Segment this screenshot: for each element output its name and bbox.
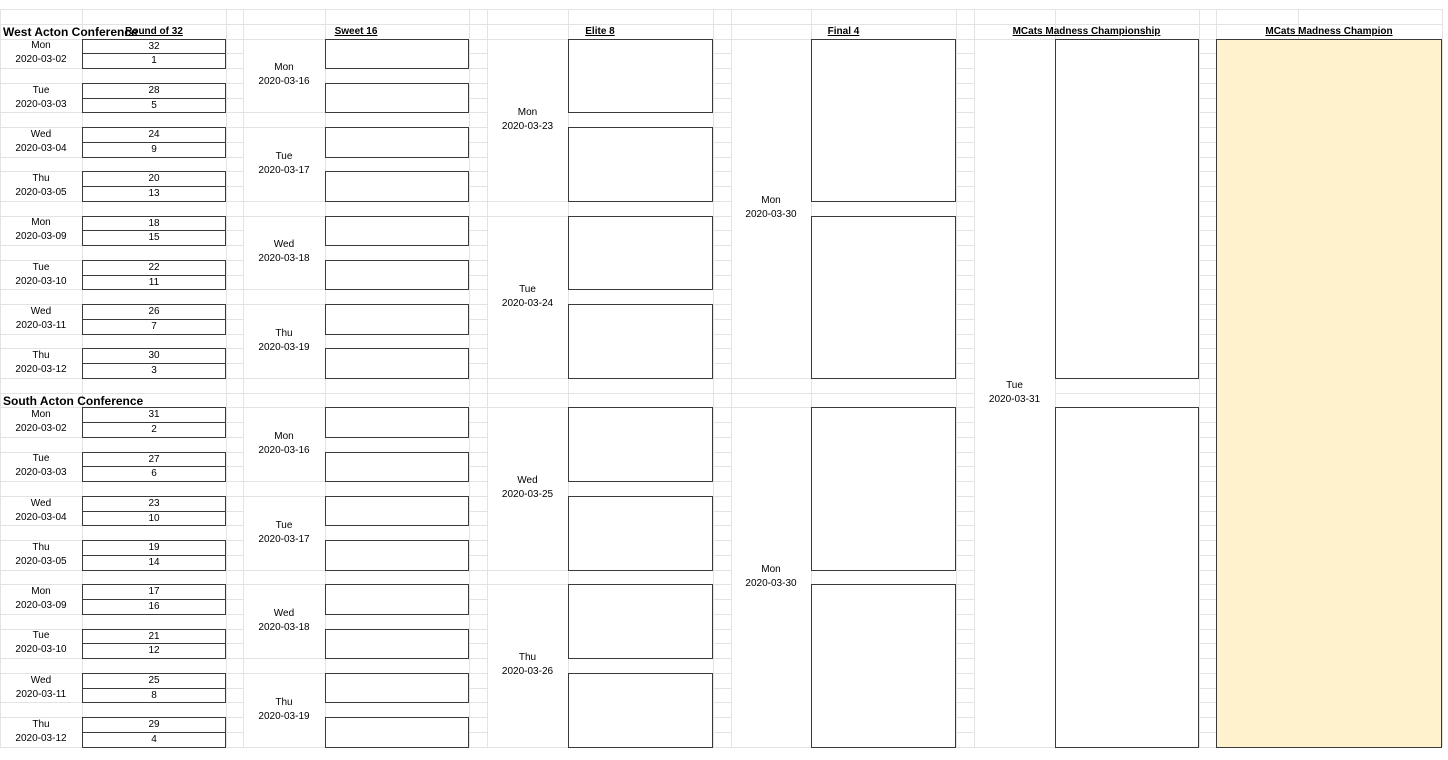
seed-cell[interactable]: 26: [82, 304, 226, 320]
seed-cell[interactable]: 11: [82, 275, 226, 291]
elite8-slot[interactable]: [568, 39, 713, 114]
date-value: 2020-03-02: [15, 423, 67, 434]
seed-cell[interactable]: 9: [82, 142, 226, 158]
round32-date: [0, 305, 82, 333]
seed-cell[interactable]: 32: [82, 39, 226, 55]
elite8-date: [487, 651, 568, 679]
final4-slot[interactable]: [811, 39, 956, 202]
sweet16-date: [243, 430, 325, 458]
sweet16-date: [243, 61, 325, 89]
sweet16-slot[interactable]: [325, 127, 469, 158]
seed-cell[interactable]: 13: [82, 186, 226, 202]
seed-cell[interactable]: 14: [82, 555, 226, 571]
date-value: 2020-03-09: [15, 600, 67, 611]
sweet16-slot[interactable]: [325, 673, 469, 704]
round32-date: [0, 674, 82, 702]
seed-cell[interactable]: 7: [82, 319, 226, 335]
championship-slot[interactable]: [1055, 39, 1199, 379]
date-day: Mon: [517, 106, 538, 118]
final4-slot[interactable]: [811, 584, 956, 747]
date-value: 2020-03-23: [501, 120, 554, 132]
seed-cell[interactable]: 3: [82, 363, 226, 379]
elite8-slot[interactable]: [568, 216, 713, 291]
date-value: 2020-03-18: [258, 622, 310, 634]
seed-cell[interactable]: 17: [82, 584, 226, 600]
seed-cell[interactable]: 2: [82, 422, 226, 438]
elite8-date: [487, 283, 568, 311]
date-value: 2020-03-10: [15, 275, 67, 287]
date-value: 2020-03-16: [258, 76, 310, 88]
sweet16-slot[interactable]: [325, 348, 469, 379]
seed-cell[interactable]: 8: [82, 688, 226, 704]
date-value: 2020-03-12: [15, 732, 67, 744]
date-day: Mon: [274, 62, 294, 74]
sweet16-slot[interactable]: [325, 496, 469, 527]
date-day: Thu: [275, 696, 293, 708]
conference-title: West Acton Conference: [3, 24, 138, 39]
seed-cell[interactable]: 29: [82, 717, 226, 733]
sweet16-slot[interactable]: [325, 171, 469, 202]
champion-box[interactable]: [1216, 39, 1442, 748]
date-day: Thu: [275, 327, 293, 339]
date-value: 2020-03-04: [15, 511, 67, 523]
round32-date: [0, 261, 82, 289]
seed-cell[interactable]: 16: [82, 599, 226, 615]
championship-slot[interactable]: [1055, 407, 1199, 747]
date-day: Mon: [761, 563, 781, 575]
seed-cell[interactable]: 15: [82, 230, 226, 246]
sweet16-slot[interactable]: [325, 260, 469, 291]
date-day: Mon: [31, 409, 51, 420]
date-value: 2020-03-19: [258, 341, 310, 353]
date-day: Mon: [761, 195, 781, 207]
final4-slot[interactable]: [811, 216, 956, 379]
seed-cell[interactable]: 22: [82, 260, 226, 276]
date-day: Tue: [32, 84, 50, 96]
sweet16-date: [243, 238, 325, 266]
date-day: Wed: [30, 305, 52, 317]
sweet16-slot[interactable]: [325, 304, 469, 335]
round32-date: [0, 128, 82, 156]
date-day: Thu: [32, 718, 50, 730]
seed-cell[interactable]: 5: [82, 98, 226, 114]
date-day: Tue: [32, 630, 50, 642]
round32-date: [0, 541, 82, 569]
date-day: Tue: [1006, 379, 1023, 391]
date-value: 2020-03-16: [258, 445, 310, 457]
sweet16-slot[interactable]: [325, 717, 469, 748]
seed-cell[interactable]: 1: [82, 53, 226, 69]
date-day: Wed: [30, 674, 52, 686]
championship-date: [974, 379, 1055, 407]
elite8-date: [487, 474, 568, 502]
date-day: Wed: [273, 608, 295, 620]
sweet16-date: [243, 519, 325, 547]
date-value: 2020-03-05: [15, 187, 67, 198]
date-value: 2020-03-30: [745, 577, 797, 589]
round32-date: [0, 718, 82, 746]
round32-date: [0, 497, 82, 525]
date-day: Mon: [274, 431, 294, 443]
round32-date: [0, 585, 82, 613]
elite8-slot[interactable]: [568, 673, 713, 748]
date-value: 2020-03-09: [15, 231, 67, 243]
gridline-row: [0, 24, 1442, 25]
round32-date: [0, 216, 82, 244]
seed-cell[interactable]: 27: [82, 452, 226, 468]
date-day: Mon: [31, 40, 51, 52]
sweet16-date: [243, 696, 325, 724]
date-day: Mon: [31, 217, 51, 229]
sweet16-slot[interactable]: [325, 407, 469, 438]
elite8-slot[interactable]: [568, 407, 713, 482]
sweet16-date: [243, 327, 325, 355]
date-day: Wed: [517, 475, 538, 487]
date-value: 2020-03-31: [988, 393, 1041, 405]
elite8-date: [487, 106, 568, 134]
elite8-slot[interactable]: [568, 496, 713, 571]
seed-cell[interactable]: 28: [82, 83, 226, 99]
sweet16-slot[interactable]: [325, 83, 469, 114]
sweet16-slot[interactable]: [325, 452, 469, 483]
seed-cell[interactable]: 30: [82, 348, 226, 364]
date-value: 2020-03-11: [15, 319, 67, 331]
date-value: 2020-03-03: [15, 467, 67, 479]
date-value: 2020-03-30: [745, 209, 797, 221]
seed-cell[interactable]: 6: [82, 466, 226, 482]
round-header-elite8: Elite 8: [585, 25, 615, 37]
date-day: Tue: [275, 150, 293, 162]
gridline-row: [0, 9, 1442, 10]
round32-date: [0, 84, 82, 112]
round-header-round32: Round of 32: [125, 25, 183, 37]
date-value: 2020-03-05: [15, 555, 67, 567]
round-header-championship: MCats Madness Championship: [1012, 25, 1161, 37]
sweet16-date: [243, 150, 325, 178]
date-value: 2020-03-02: [15, 54, 67, 66]
date-day: Thu: [32, 350, 50, 361]
date-value: 2020-03-17: [258, 533, 310, 545]
date-day: Tue: [32, 261, 50, 273]
date-value: 2020-03-03: [15, 98, 67, 110]
elite8-slot[interactable]: [568, 304, 713, 379]
final4-slot[interactable]: [811, 407, 956, 570]
round32-date: [0, 349, 82, 377]
conference-title: South Acton Conference: [3, 393, 144, 408]
date-day: Mon: [31, 586, 51, 597]
date-day: Wed: [30, 128, 52, 140]
sweet16-date: [243, 607, 325, 635]
sweet16-slot[interactable]: [325, 540, 469, 571]
seed-cell[interactable]: 20: [82, 171, 226, 187]
date-day: Thu: [32, 541, 50, 553]
seed-cell[interactable]: 24: [82, 127, 226, 143]
round32-date: [0, 452, 82, 480]
seed-cell[interactable]: 31: [82, 407, 226, 423]
seed-cell[interactable]: 4: [82, 732, 226, 748]
round32-date: [0, 39, 82, 67]
sweet16-slot[interactable]: [325, 629, 469, 660]
sweet16-slot[interactable]: [325, 216, 469, 247]
date-value: 2020-03-12: [15, 364, 67, 375]
seed-cell[interactable]: 18: [82, 216, 226, 232]
date-day: Tue: [519, 283, 536, 295]
date-day: Tue: [275, 519, 293, 531]
final4-date: [731, 563, 811, 591]
seed-cell[interactable]: 10: [82, 511, 226, 527]
sweet16-slot[interactable]: [325, 584, 469, 615]
date-day: Wed: [30, 497, 52, 509]
seed-cell[interactable]: 25: [82, 673, 226, 689]
date-day: Tue: [32, 453, 50, 465]
round32-date: [0, 172, 82, 200]
date-day: Thu: [32, 173, 50, 184]
date-value: 2020-03-25: [501, 489, 554, 501]
seed-cell[interactable]: 21: [82, 629, 226, 645]
final4-date: [731, 194, 811, 222]
date-value: 2020-03-10: [15, 644, 67, 656]
seed-cell[interactable]: 23: [82, 496, 226, 512]
seed-cell[interactable]: 19: [82, 540, 226, 556]
date-day: Wed: [273, 239, 295, 251]
date-value: 2020-03-24: [501, 297, 554, 309]
round-header-champion: MCats Madness Champion: [1265, 25, 1393, 37]
elite8-slot[interactable]: [568, 584, 713, 659]
date-day: Thu: [518, 652, 537, 664]
sweet16-slot[interactable]: [325, 39, 469, 70]
round-header-sweet16: Sweet 16: [334, 25, 378, 37]
date-value: 2020-03-04: [15, 142, 67, 154]
seed-cell[interactable]: 12: [82, 643, 226, 659]
gridline-col: [1442, 9, 1443, 747]
round-header-final4: Final 4: [827, 25, 860, 37]
date-value: 2020-03-18: [258, 253, 310, 265]
date-value: 2020-03-11: [15, 688, 67, 700]
date-value: 2020-03-19: [258, 710, 310, 722]
date-value: 2020-03-26: [501, 666, 554, 678]
round32-date: [0, 408, 82, 436]
date-value: 2020-03-17: [258, 164, 310, 176]
elite8-slot[interactable]: [568, 127, 713, 202]
round32-date: [0, 629, 82, 657]
